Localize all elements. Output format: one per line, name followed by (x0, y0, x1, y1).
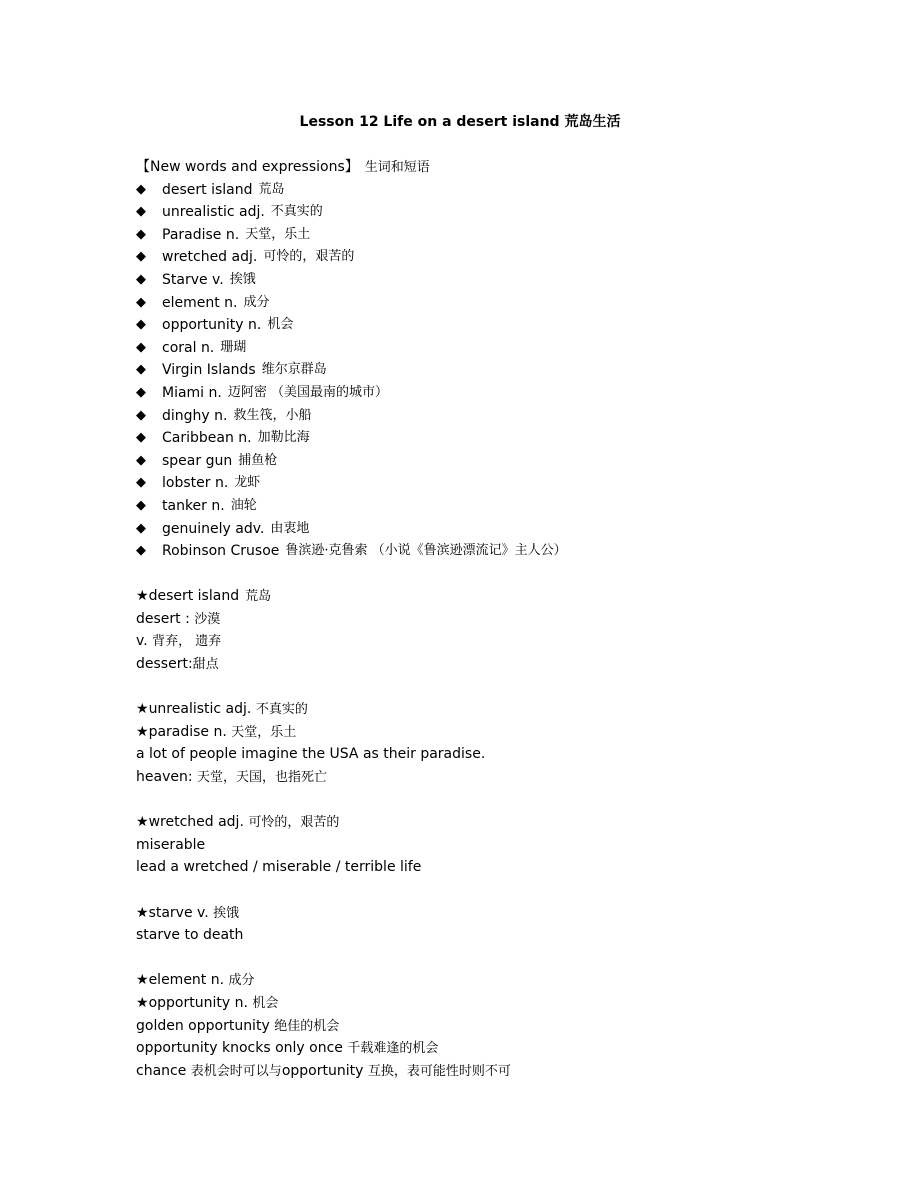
note-en: starve to death (136, 927, 244, 944)
vocab-en: spear gun (162, 452, 233, 469)
vocab-cn: 迈阿密 （美国最南的城市） (227, 384, 388, 400)
note-en: heaven: (136, 769, 193, 786)
note-heading (136, 992, 836, 1015)
vocab-item (136, 269, 836, 292)
vocab-en: Caribbean n. (162, 430, 252, 447)
vocab-item (136, 246, 836, 269)
note-cn: 沙漠 (194, 611, 221, 627)
note-en: opportunity n. (148, 994, 248, 1011)
note-line (136, 1060, 836, 1083)
diamond-bullet-icon: ◆ (136, 226, 146, 242)
words-header-cn: 生词和短语 (364, 160, 430, 175)
vocab-en: Virgin Islands (162, 362, 256, 379)
diamond-bullet-icon: ◆ (136, 543, 146, 559)
vocab-en: tanker n. (162, 497, 225, 514)
note-en: wretched adj. (148, 814, 244, 831)
vocab-item (136, 427, 836, 450)
note-en: element n. (148, 972, 225, 989)
vocab-en: Miami n. (162, 384, 222, 401)
vocab-item (136, 201, 836, 224)
diamond-bullet-icon: ◆ (136, 204, 146, 220)
diamond-bullet-icon: ◆ (136, 452, 146, 468)
vocab-cn: 成分 (243, 294, 270, 310)
vocab-item (136, 495, 836, 518)
vocab-cn: 荒岛 (258, 181, 285, 197)
note-en: v. (136, 633, 148, 650)
note-cn: 天堂，乐土 (231, 724, 297, 740)
vocab-item (136, 224, 836, 247)
diamond-bullet-icon: ◆ (136, 362, 146, 378)
note-en: golden opportunity (136, 1017, 270, 1034)
note-heading (136, 811, 836, 834)
diamond-bullet-icon: ◆ (136, 339, 146, 355)
note-cn: 甜点 (192, 657, 219, 673)
note-heading (136, 721, 836, 744)
vocab-cn: 救生筏，小船 (233, 407, 312, 423)
note-en: paradise n. (148, 723, 227, 740)
note-en: chance (136, 1062, 187, 1079)
note-cn: 绝佳的机会 (274, 1018, 340, 1034)
note-en: lead a wretched / miserable / terrible life (136, 859, 422, 876)
note-line (136, 1037, 836, 1060)
paragraph-gap (136, 789, 836, 812)
vocab-cn: 龙虾 (234, 475, 261, 491)
vocab-item (136, 314, 836, 337)
vocab-item (136, 405, 836, 428)
diamond-bullet-icon: ◆ (136, 407, 146, 423)
vocab-en: unrealistic adj. (162, 204, 265, 221)
vocab-item (136, 450, 836, 473)
note-cn: 千载难逢的机会 (347, 1041, 439, 1057)
vocab-cn: 鲁滨逊·克鲁索 （小说《鲁滨逊漂流记》主人公） (285, 543, 567, 559)
note-cn: 背弃， 遗弃 (152, 634, 222, 650)
diamond-bullet-icon: ◆ (136, 294, 146, 310)
note-line (136, 743, 836, 766)
paragraph-gap (136, 563, 836, 586)
note-en: desert : (136, 610, 190, 627)
vocab-cn: 油轮 (230, 497, 257, 513)
star-icon: ★ (136, 814, 149, 831)
star-icon: ★ (136, 972, 149, 989)
vocab-en: Paradise n. (162, 226, 240, 243)
star-icon: ★ (136, 994, 149, 1011)
vocab-cn: 维尔京群岛 (261, 362, 327, 378)
words-header-en: 【New words and expressions】 (136, 159, 359, 175)
diamond-bullet-icon: ◆ (136, 475, 146, 491)
diamond-bullet-icon: ◆ (136, 384, 146, 400)
note-line (136, 856, 836, 879)
note-line (136, 1015, 836, 1038)
document-body (136, 156, 836, 1082)
vocab-item (136, 179, 836, 202)
note-en: dessert: (136, 656, 193, 673)
note-heading (136, 902, 836, 925)
diamond-bullet-icon: ◆ (136, 271, 146, 287)
diamond-bullet-icon: ◆ (136, 249, 146, 265)
vocab-item (136, 359, 836, 382)
vocab-item (136, 337, 836, 360)
diamond-bullet-icon: ◆ (136, 317, 146, 333)
note-cn: 挨饿 (213, 905, 240, 921)
star-icon: ★ (136, 701, 149, 718)
diamond-bullet-icon: ◆ (136, 520, 146, 536)
note-cn: 荒岛 (245, 589, 272, 605)
diamond-bullet-icon: ◆ (136, 181, 146, 197)
note-cn: 天堂，天国，也指死亡 (197, 770, 328, 786)
vocab-item (136, 472, 836, 495)
vocab-cn: 加勒比海 (257, 430, 310, 446)
vocab-cn: 机会 (267, 317, 294, 333)
diamond-bullet-icon: ◆ (136, 497, 146, 513)
star-icon: ★ (136, 723, 149, 740)
vocab-en: lobster n. (162, 475, 229, 492)
note-cn: 成分 (228, 973, 255, 989)
lesson-title: Lesson 12 Life on a desert island 荒岛生活 (299, 114, 621, 130)
note-heading (136, 698, 836, 721)
vocab-item (136, 292, 836, 315)
vocab-en: opportunity n. (162, 317, 262, 334)
star-icon: ★ (136, 904, 149, 921)
note-cn: 互换，表可能性时则不可 (367, 1063, 511, 1079)
note-line (136, 630, 836, 653)
vocab-item (136, 518, 836, 541)
vocab-en: element n. (162, 294, 238, 311)
note-en: miserable (136, 836, 206, 853)
diamond-bullet-icon: ◆ (136, 430, 146, 446)
note-en: unrealistic adj. (148, 701, 252, 718)
vocab-en: Robinson Crusoe (162, 543, 280, 560)
vocab-en: Starve v. (162, 271, 224, 288)
note-en: desert island (148, 588, 240, 605)
vocab-en: genuinely adv. (162, 520, 265, 537)
note-en: a lot of people imagine the USA as their paradise. (136, 746, 486, 763)
vocab-cn: 不真实的 (270, 204, 323, 220)
vocab-cn: 可怜的，艰苦的 (263, 249, 355, 265)
vocab-en: coral n. (162, 339, 215, 356)
note-cn: 表机会时可以与 (190, 1063, 282, 1079)
paragraph-gap (136, 676, 836, 699)
vocab-cn: 捕鱼枪 (238, 452, 278, 468)
note-line (136, 834, 836, 857)
vocab-en: wretched adj. (162, 249, 258, 266)
vocab-cn: 珊瑚 (220, 339, 247, 355)
paragraph-gap (136, 879, 836, 902)
vocab-cn: 由衷地 (270, 520, 310, 536)
vocab-en: dinghy n. (162, 407, 228, 424)
note-line (136, 608, 836, 631)
paragraph-gap (136, 947, 836, 970)
vocab-cn: 天堂，乐土 (245, 226, 311, 242)
star-icon: ★ (136, 588, 149, 605)
note-heading (136, 969, 836, 992)
note-line (136, 924, 836, 947)
vocab-en: desert island (162, 181, 253, 198)
vocab-item (136, 540, 836, 563)
note-cn: 机会 (252, 995, 279, 1011)
vocab-item (136, 382, 836, 405)
note-cn: 可怜的，艰苦的 (248, 815, 340, 831)
note-en: opportunity knocks only once (136, 1040, 343, 1057)
vocab-cn: 挨饿 (229, 271, 256, 287)
words-header (136, 156, 836, 179)
note-cn: 不真实的 (255, 702, 308, 718)
note-en: starve v. (148, 904, 209, 921)
note-line (136, 653, 836, 676)
note-line (136, 766, 836, 789)
note-en: opportunity (281, 1062, 364, 1079)
note-heading (136, 585, 836, 608)
